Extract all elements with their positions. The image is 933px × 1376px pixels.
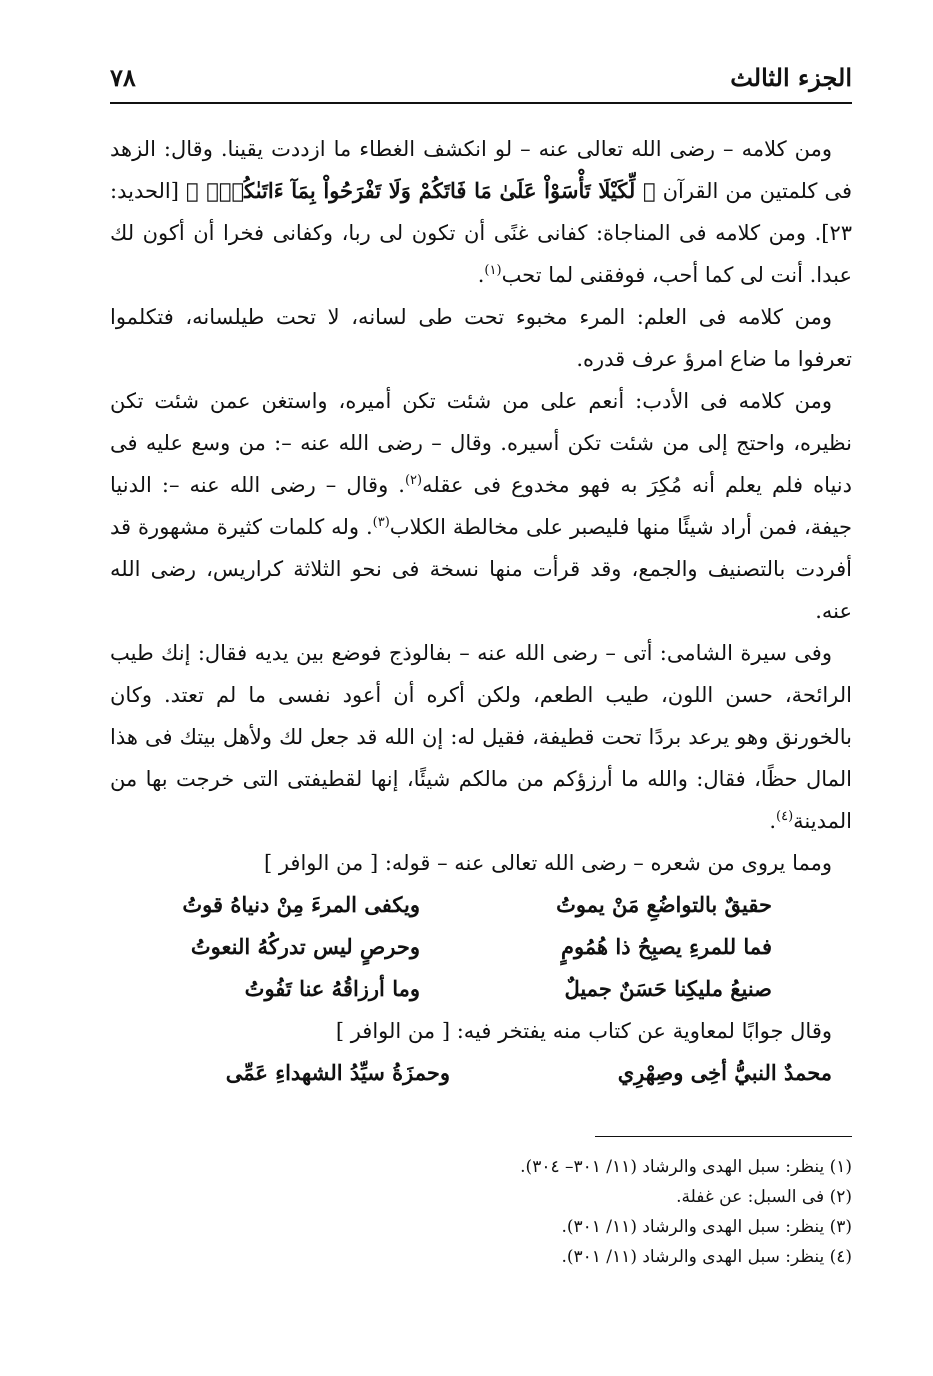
verse-second-hemistich: وحمزَةُ سيِّدُ الشهداءِ عَمِّى	[225, 1060, 450, 1085]
poem-intro: وقال جوابًا لمعاوية عن كتاب منه يفتخر فيه: [ من الوافر ]	[335, 1019, 832, 1043]
footnote: (١) ينظر: سبل الهدى والرشاد (١١/ ٣٠١– ٣٠٤).	[520, 1157, 852, 1177]
page-number: ٧٨	[110, 63, 136, 92]
verse-first-hemistich: محمدٌ النبيُّ أخِى وصِهْرِي	[617, 1060, 832, 1085]
paragraph-text: وفى سيرة الشامى: أتى – رضى الله عنه – بفالوذج فوضع بين يديه فقال: إنك طيب الرائحة، حسن اللون، طيب الطعم، ولكن أكره أن أعود نفسى ما لم تعتد. وكان بالخورنق وهو يرعد بردًا تحت قطيفة، فقيل له: إن الله قد جعل لك ولأهل بيتك فى هذا المال حظًا، فقال: والله ما أرزؤكم من مالكم شيئًا، إنها لقطيفتى التى خرجت بها من المدينة	[110, 641, 852, 833]
poem	[110, 884, 852, 1010]
verse-second-hemistich: وحرصٍ ليس تدركُهُ النعوتُ	[190, 934, 420, 959]
main-text	[110, 128, 852, 1094]
poem	[110, 1052, 852, 1094]
footnote-ref: (٤)	[776, 809, 794, 824]
paragraph-text: ومن كلامه فى الأدب: أنعم على من شئت تكن أميره، واستغن عمن شئت تكن نظيره، واحتج إلى من شئت تكن أسيره. وقال – رضى الله عنه –: من وسع عليه فى دنياه فلم يعلم أنه مُكِرَ به فهو مخدوع فى عقله	[110, 389, 852, 497]
footnote-ref: (١)	[484, 263, 502, 278]
part-title: الجزء الثالث	[730, 63, 852, 92]
paragraph-text: ومن كلامه – رضى الله تعالى عنه – لو انكشف الغطاء ما ازددت يقينا. وقال: الزهد فى كلمتين من القرآن	[110, 137, 853, 203]
paragraph-text: . وله كلمات كثيرة مشهورة قد أفردت بالتصنيف والجمع، وقد قرأت منها نسخة فى نحو الثلاثة كراريس، رضى الله عنه.	[110, 515, 852, 623]
paragraph-text: ومن كلامه فى العلم: المرء مخبوء تحت طى لسانه، لا تحت طيلسانه، فتكلموا تعرفوا ما ضاع امرؤ عرف قدره.	[110, 305, 852, 371]
footnote: (٤) ينظر: سبل الهدى والرشاد (١١/ ٣٠١).	[561, 1247, 852, 1267]
poem-verse	[110, 968, 832, 1010]
footnotes	[300, 1152, 852, 1272]
paragraph	[110, 380, 852, 632]
poem-verse	[110, 1052, 832, 1094]
footnote-ref: (٢)	[404, 473, 423, 488]
paragraph-text: .	[477, 263, 485, 287]
header-divider	[110, 102, 852, 104]
paragraph	[110, 296, 852, 380]
footnote-divider	[595, 1136, 852, 1137]
poem-verse	[110, 884, 832, 926]
verse-second-hemistich: ويكفى المرءَ مِنْ دنياهُ قوتُ	[182, 892, 420, 917]
verse-first-hemistich: حقيقٌ بالتواضُعِ مَنْ يموتُ	[556, 892, 772, 917]
paragraph	[110, 128, 852, 296]
paragraph	[110, 632, 852, 842]
footnote: (٢) فى السبل: عن غفلة.	[676, 1187, 852, 1207]
verse-first-hemistich: صنيعُ مليكِنا حَسَنٌ جميلٌ	[564, 976, 772, 1001]
footnote-ref: (٣)	[372, 515, 390, 530]
page-header	[110, 58, 852, 92]
paragraph-text: [الحديد: ٢٣]. ومن كلامه فى المناجاة: كفانى غنًى أن تكون لى ربا، وكفانى فخرا أن أكون لك عبدا. أنت لى كما أحب، فوفقنى لما تحب	[110, 179, 852, 287]
poem-verse	[110, 926, 832, 968]
poem-intro: ومما يروى من شعره – رضى الله تعالى عنه – قوله: [ من الوافر ]	[263, 851, 832, 875]
verse-first-hemistich: فما للمرءِ يصبِحُ ذا هُمُومٍ	[561, 934, 772, 959]
quran-verse: ﴿ لِّكَيْلَا تَأْسَوْاْ عَلَىٰ مَا فَاتَكُمْ وَلَا تَفْرَحُواْ بِمَآ ءَاتَىٰكُمْۗ ﴾	[186, 178, 656, 203]
paragraph-text: . وقال – رضى الله عنه –: الدنيا جيفة، فمن أراد شيئًا منها فليصبر على مخالطة الكلاب	[110, 473, 852, 539]
paragraph-text: .	[769, 809, 777, 833]
verse-second-hemistich: وما أرزاقُهُ عنا تَفُوتُ	[244, 976, 420, 1001]
footnote: (٣) ينظر: سبل الهدى والرشاد (١١/ ٣٠١).	[561, 1217, 852, 1237]
